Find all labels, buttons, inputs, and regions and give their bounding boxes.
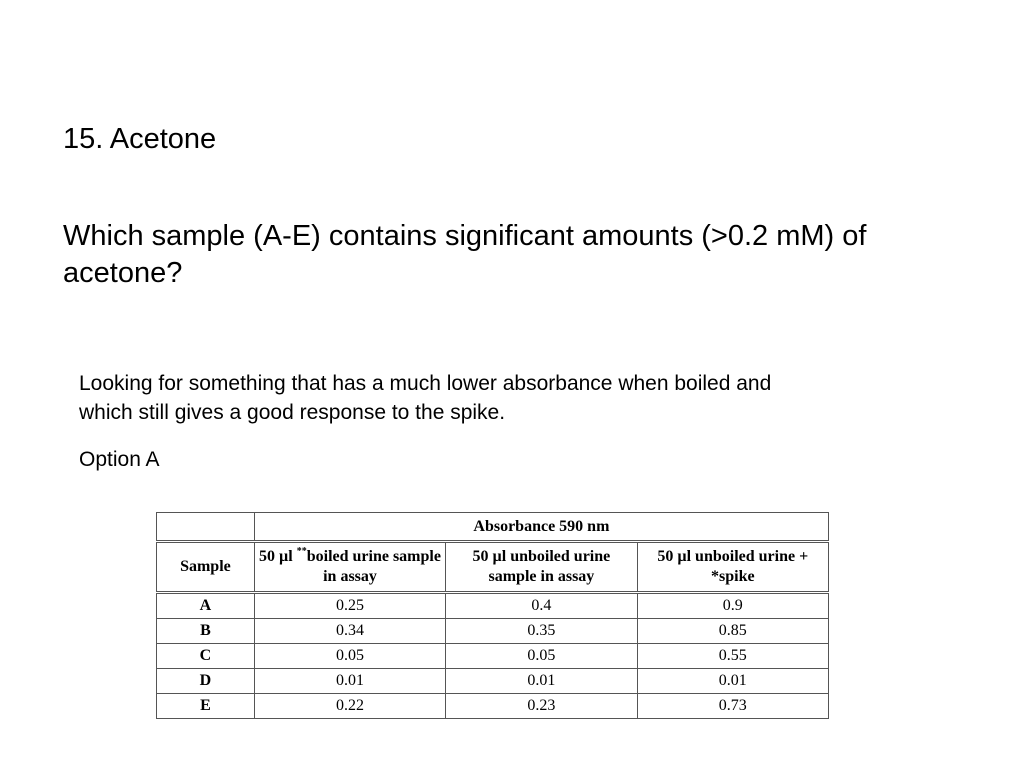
answer-text: Option A — [79, 448, 160, 471]
boiled-cell: 0.34 — [254, 619, 445, 644]
boiled-cell: 0.25 — [254, 593, 445, 619]
boiled-header-prefix: 50 µl — [259, 548, 297, 565]
explanation-text: Looking for something that has a much lower absorbance when boiled and which still gives a good response to the spike. — [79, 372, 772, 424]
unboiled-cell: 0.23 — [446, 694, 637, 719]
table-row — [157, 644, 829, 669]
sample-cell: A — [157, 593, 255, 619]
boiled-cell: 0.05 — [254, 644, 445, 669]
unboiled-column-header: 50 µl unboiled urine sample in assay — [446, 542, 637, 593]
spike-cell: 0.01 — [637, 669, 828, 694]
question-text: Which sample (A-E) contains significant amounts (>0.2 mM) of acetone? — [63, 220, 867, 289]
table-column-header-row — [157, 542, 829, 593]
sample-cell: E — [157, 694, 255, 719]
sample-column-header: Sample — [157, 542, 255, 593]
unboiled-cell: 0.4 — [446, 593, 637, 619]
spike-cell: 0.9 — [637, 593, 828, 619]
table-row — [157, 669, 829, 694]
unboiled-cell: 0.01 — [446, 669, 637, 694]
boiled-header-suffix: boiled urine sample in assay — [306, 548, 441, 585]
footnote-marker: ** — [296, 546, 307, 557]
absorbance-group-header: Absorbance 590 nm — [254, 513, 828, 542]
unboiled-cell: 0.35 — [446, 619, 637, 644]
table-group-header-row — [157, 513, 829, 542]
sample-cell: C — [157, 644, 255, 669]
spike-column-header: 50 µl unboiled urine + *spike — [637, 542, 828, 593]
absorbance-table — [156, 512, 829, 719]
spike-cell: 0.73 — [637, 694, 828, 719]
boiled-column-header — [254, 542, 445, 593]
table-corner-cell — [157, 513, 255, 542]
table-row — [157, 619, 829, 644]
boiled-cell: 0.22 — [254, 694, 445, 719]
table-row — [157, 694, 829, 719]
spike-cell: 0.85 — [637, 619, 828, 644]
table-row — [157, 593, 829, 619]
boiled-cell: 0.01 — [254, 669, 445, 694]
sample-cell: B — [157, 619, 255, 644]
sample-cell: D — [157, 669, 255, 694]
unboiled-cell: 0.05 — [446, 644, 637, 669]
spike-cell: 0.55 — [637, 644, 828, 669]
slide-title: 15. Acetone — [63, 123, 217, 155]
